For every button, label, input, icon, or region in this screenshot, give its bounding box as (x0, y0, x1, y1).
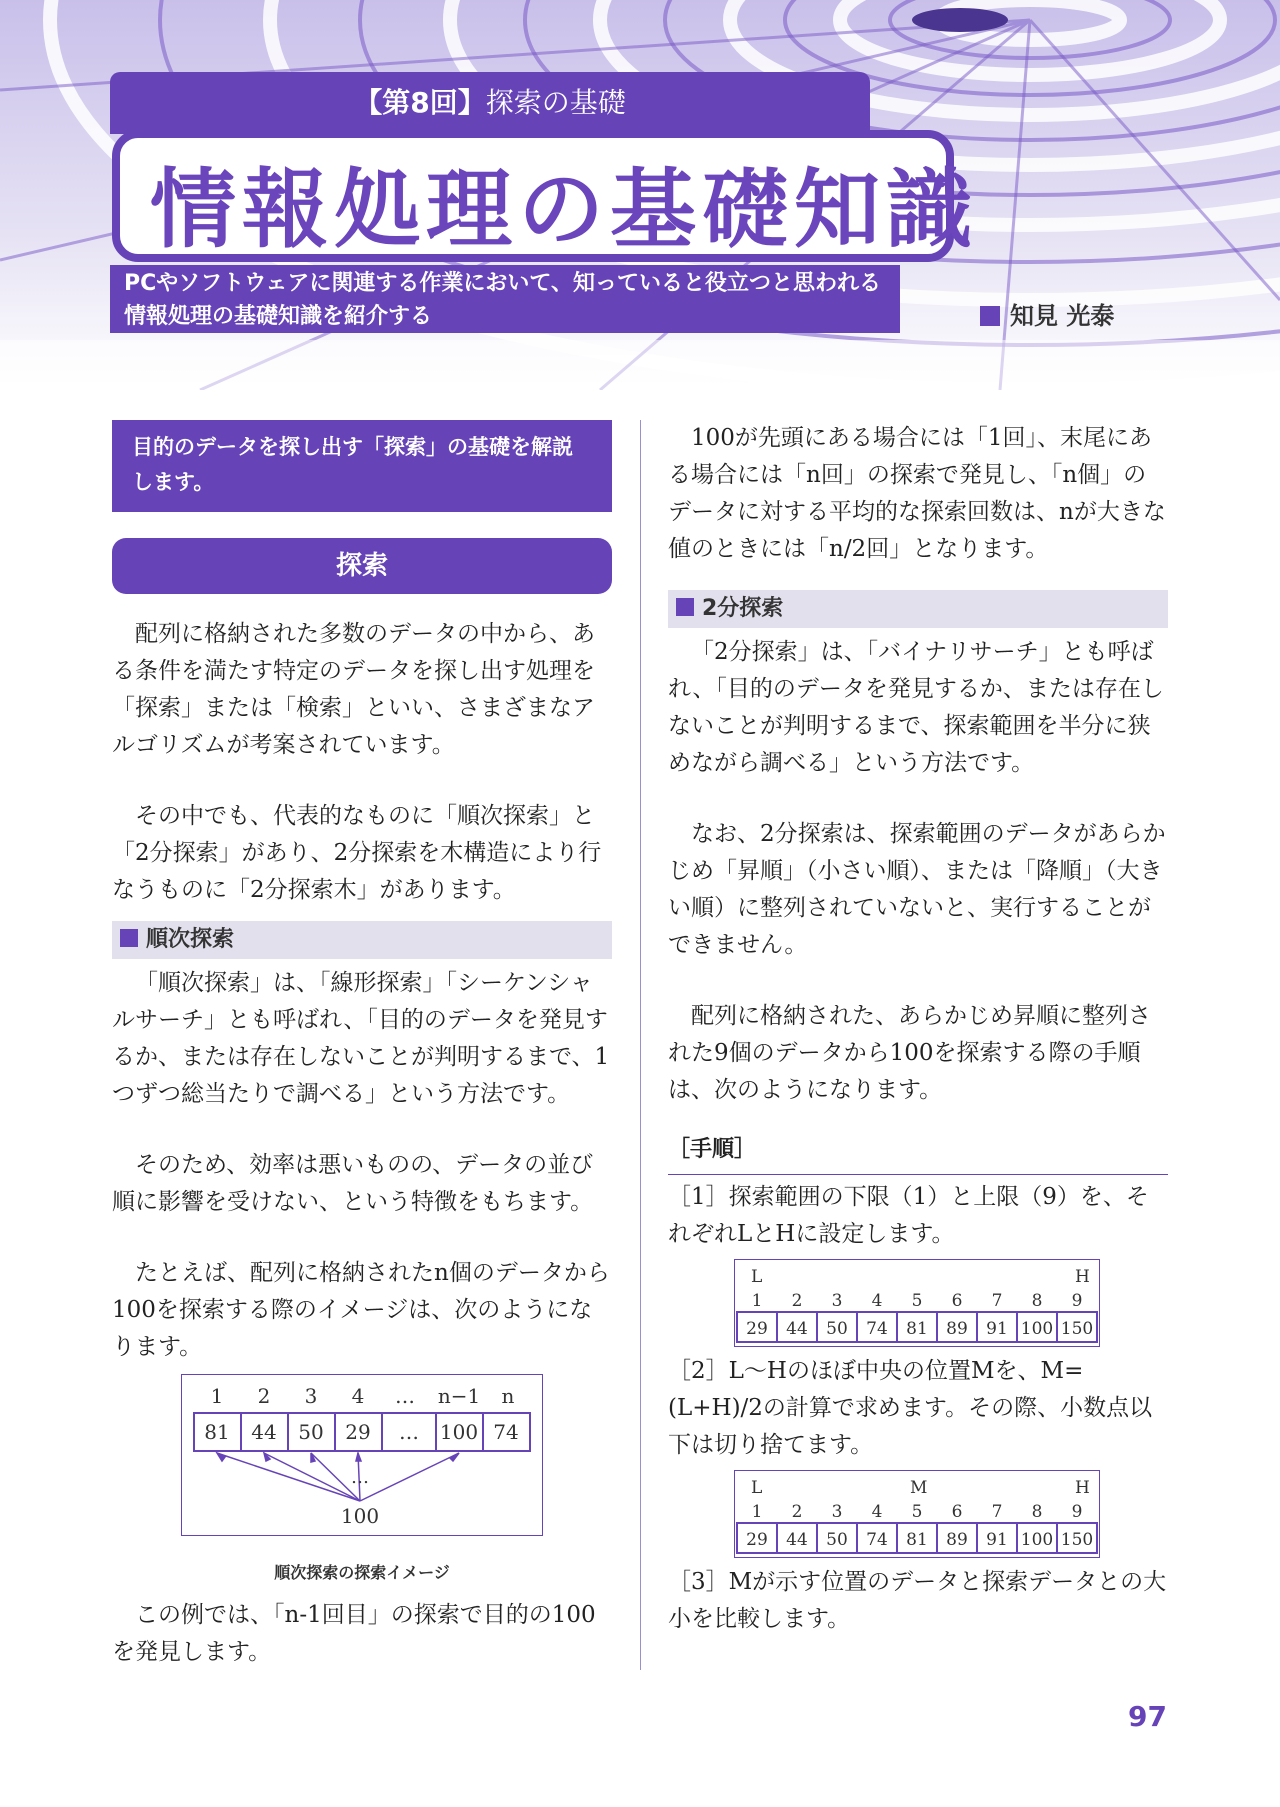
L-marker: L (751, 1267, 763, 1287)
index-label: n (501, 1384, 515, 1408)
paragraph: 「順次探索」は、「線形探索」「シーケンシャルサーチ」とも呼ばれ、「目的のデータを発見するか、または存在しないことが判明するまで、1つずつ総当たりで調べる」という方法です。 (112, 970, 610, 1107)
array-value: 74 (866, 1530, 888, 1550)
array-value: 81 (906, 1530, 928, 1550)
index-label: 2 (791, 1291, 803, 1311)
array-value: 100 (439, 1420, 479, 1444)
array-value: 50 (826, 1530, 848, 1550)
paragraph: なお、2分探索は、探索範囲のデータがあらかじめ「昇順」（小さい順）、または「降順」（大きい順）に整列されていないと、実行することができません。 (668, 821, 1166, 958)
figure-caption: 順次探索の探索イメージ (274, 1563, 450, 1582)
paragraph: その中でも、代表的なものに「順次探索」と「2分探索」があり、2分探索を木構造により行なうものに「2分探索木」があります。 (112, 803, 602, 903)
square-bullet-icon (120, 929, 138, 947)
index-label: 3 (831, 1291, 843, 1311)
index-label: 5 (911, 1291, 923, 1311)
index-label: 2 (791, 1502, 803, 1522)
lead-line-1: PCやソフトウェアに関連する作業において、知っていると役立つと思われる (124, 271, 881, 296)
index-label: 1 (210, 1384, 224, 1408)
array-value: 50 (826, 1319, 848, 1339)
array-value: 81 (906, 1319, 928, 1339)
series-tab (110, 72, 870, 134)
array-figure-step2 (734, 1470, 1100, 1558)
array-value: 29 (746, 1319, 768, 1339)
M-marker: M (910, 1478, 928, 1498)
array-value: 50 (298, 1420, 324, 1444)
array-value: … (399, 1420, 419, 1444)
L-marker: L (751, 1478, 763, 1498)
index-label: n−1 (437, 1384, 481, 1408)
paragraph: そのため、効率は悪いものの、データの並び順に影響を受けない、という特徴をもちます。 (112, 1152, 594, 1215)
step-2: ［2］L〜Hのほぼ中央の位置Mを、M=(L+H)/2の計算で求めます。その際、小数点以下は切り捨てます。 (668, 1358, 1153, 1458)
H-marker: H (1075, 1478, 1090, 1498)
square-bullet-icon (676, 598, 694, 616)
array-value: 100 (1020, 1530, 1054, 1550)
array-value: 44 (251, 1420, 277, 1444)
title-box (112, 130, 978, 262)
index-label: 9 (1071, 1502, 1083, 1522)
target-value: 100 (340, 1504, 380, 1528)
procedure-heading: ［手順］ (668, 1131, 1168, 1175)
arrow (217, 1453, 360, 1501)
series-number: 【第8回】 (354, 86, 486, 119)
array-value: 44 (786, 1530, 808, 1550)
author-name: 知見 光泰 (1010, 302, 1115, 330)
array-value: 44 (786, 1319, 808, 1339)
index-label: 7 (991, 1502, 1003, 1522)
sequential-search-figure (181, 1374, 543, 1536)
array-value: 29 (746, 1530, 768, 1550)
array-value: 29 (345, 1420, 371, 1444)
subheading-label: 2分探索 (702, 596, 784, 621)
subheading (112, 921, 612, 959)
index-label: 3 (831, 1502, 843, 1522)
lead-box (110, 265, 900, 333)
paragraph: 配列に格納された、あらかじめ昇順に整列された9個のデータから100を探索する際の手順は、次のようになります。 (668, 1003, 1151, 1103)
array-value: 91 (986, 1319, 1008, 1339)
array-value: 150 (1060, 1530, 1094, 1550)
index-label: 9 (1071, 1291, 1083, 1311)
index-label: 8 (1031, 1291, 1043, 1311)
subheading-label: 順次探索 (146, 927, 235, 952)
paragraph: この例では、「n-1回目」の探索で目的の100を発見します。 (112, 1602, 596, 1665)
index-label: 4 (871, 1291, 883, 1311)
left-column (112, 420, 612, 1671)
array-value: 74 (493, 1420, 519, 1444)
square-bullet-icon (980, 306, 1000, 326)
index-label: … (395, 1384, 415, 1408)
array-figure-step1 (734, 1259, 1100, 1347)
index-label: 1 (751, 1502, 763, 1522)
series-topic: 探索の基礎 (485, 86, 626, 119)
right-column (668, 420, 1168, 1638)
ellipsis: … (351, 1467, 369, 1488)
H-marker: H (1075, 1267, 1090, 1287)
index-label: 2 (257, 1384, 271, 1408)
section-heading: 探索 (112, 538, 612, 594)
array-value: 150 (1060, 1319, 1094, 1339)
paragraph: 100が先頭にある場合には「1回」、末尾にある場合には「n回」の探索で発見し、「n個」のデータに対する平均的な探索回数は、nが大きな値のときには「n/2回」となります。 (668, 425, 1166, 562)
lead-line-2: 情報処理の基礎知識を紹介する (124, 304, 433, 329)
index-label: 6 (951, 1502, 963, 1522)
array-value: 89 (946, 1319, 968, 1339)
index-label: 4 (351, 1384, 365, 1408)
intro-box: 目的のデータを探し出す「探索」の基礎を解説します。 (112, 420, 612, 512)
index-label: 1 (751, 1291, 763, 1311)
column-divider (640, 420, 641, 1670)
array-value: 81 (204, 1420, 230, 1444)
paragraph: たとえば、配列に格納されたn個のデータから100を探索する際のイメージは、次のようになります。 (112, 1260, 610, 1360)
index-label: 7 (991, 1291, 1003, 1311)
index-label: 5 (911, 1502, 923, 1522)
paragraph: 「2分探索」は、「バイナリサーチ」とも呼ばれ、「目的のデータを発見するか、または存在しないことが判明するまで、探索範囲を半分に狭めながら調べる」という方法です。 (668, 639, 1164, 776)
array-value: 89 (946, 1530, 968, 1550)
page-number: 97 (1128, 1700, 1167, 1733)
author (980, 296, 1114, 331)
index-label: 8 (1031, 1502, 1043, 1522)
index-label: 4 (871, 1502, 883, 1522)
step-3: ［3］Mが示す位置のデータと探索データとの大小を比較します。 (668, 1569, 1167, 1632)
paragraph: 配列に格納された多数のデータの中から、ある条件を満たす特定のデータを探し出す処理を「探索」または「検索」といい、さまざまなアルゴリズムが考案されています。 (112, 621, 595, 758)
page-title: 情報処理の基礎知識 (150, 160, 978, 260)
array-value: 100 (1020, 1319, 1054, 1339)
header-banner (0, 0, 1280, 390)
index-label: 6 (951, 1291, 963, 1311)
arrow (360, 1453, 459, 1501)
array-value: 91 (986, 1530, 1008, 1550)
index-label: 3 (304, 1384, 318, 1408)
subheading (668, 590, 1168, 628)
array-value: 74 (866, 1319, 888, 1339)
step-1: ［1］探索範囲の下限（1）と上限（9）を、それぞれLとHに設定します。 (668, 1184, 1149, 1247)
